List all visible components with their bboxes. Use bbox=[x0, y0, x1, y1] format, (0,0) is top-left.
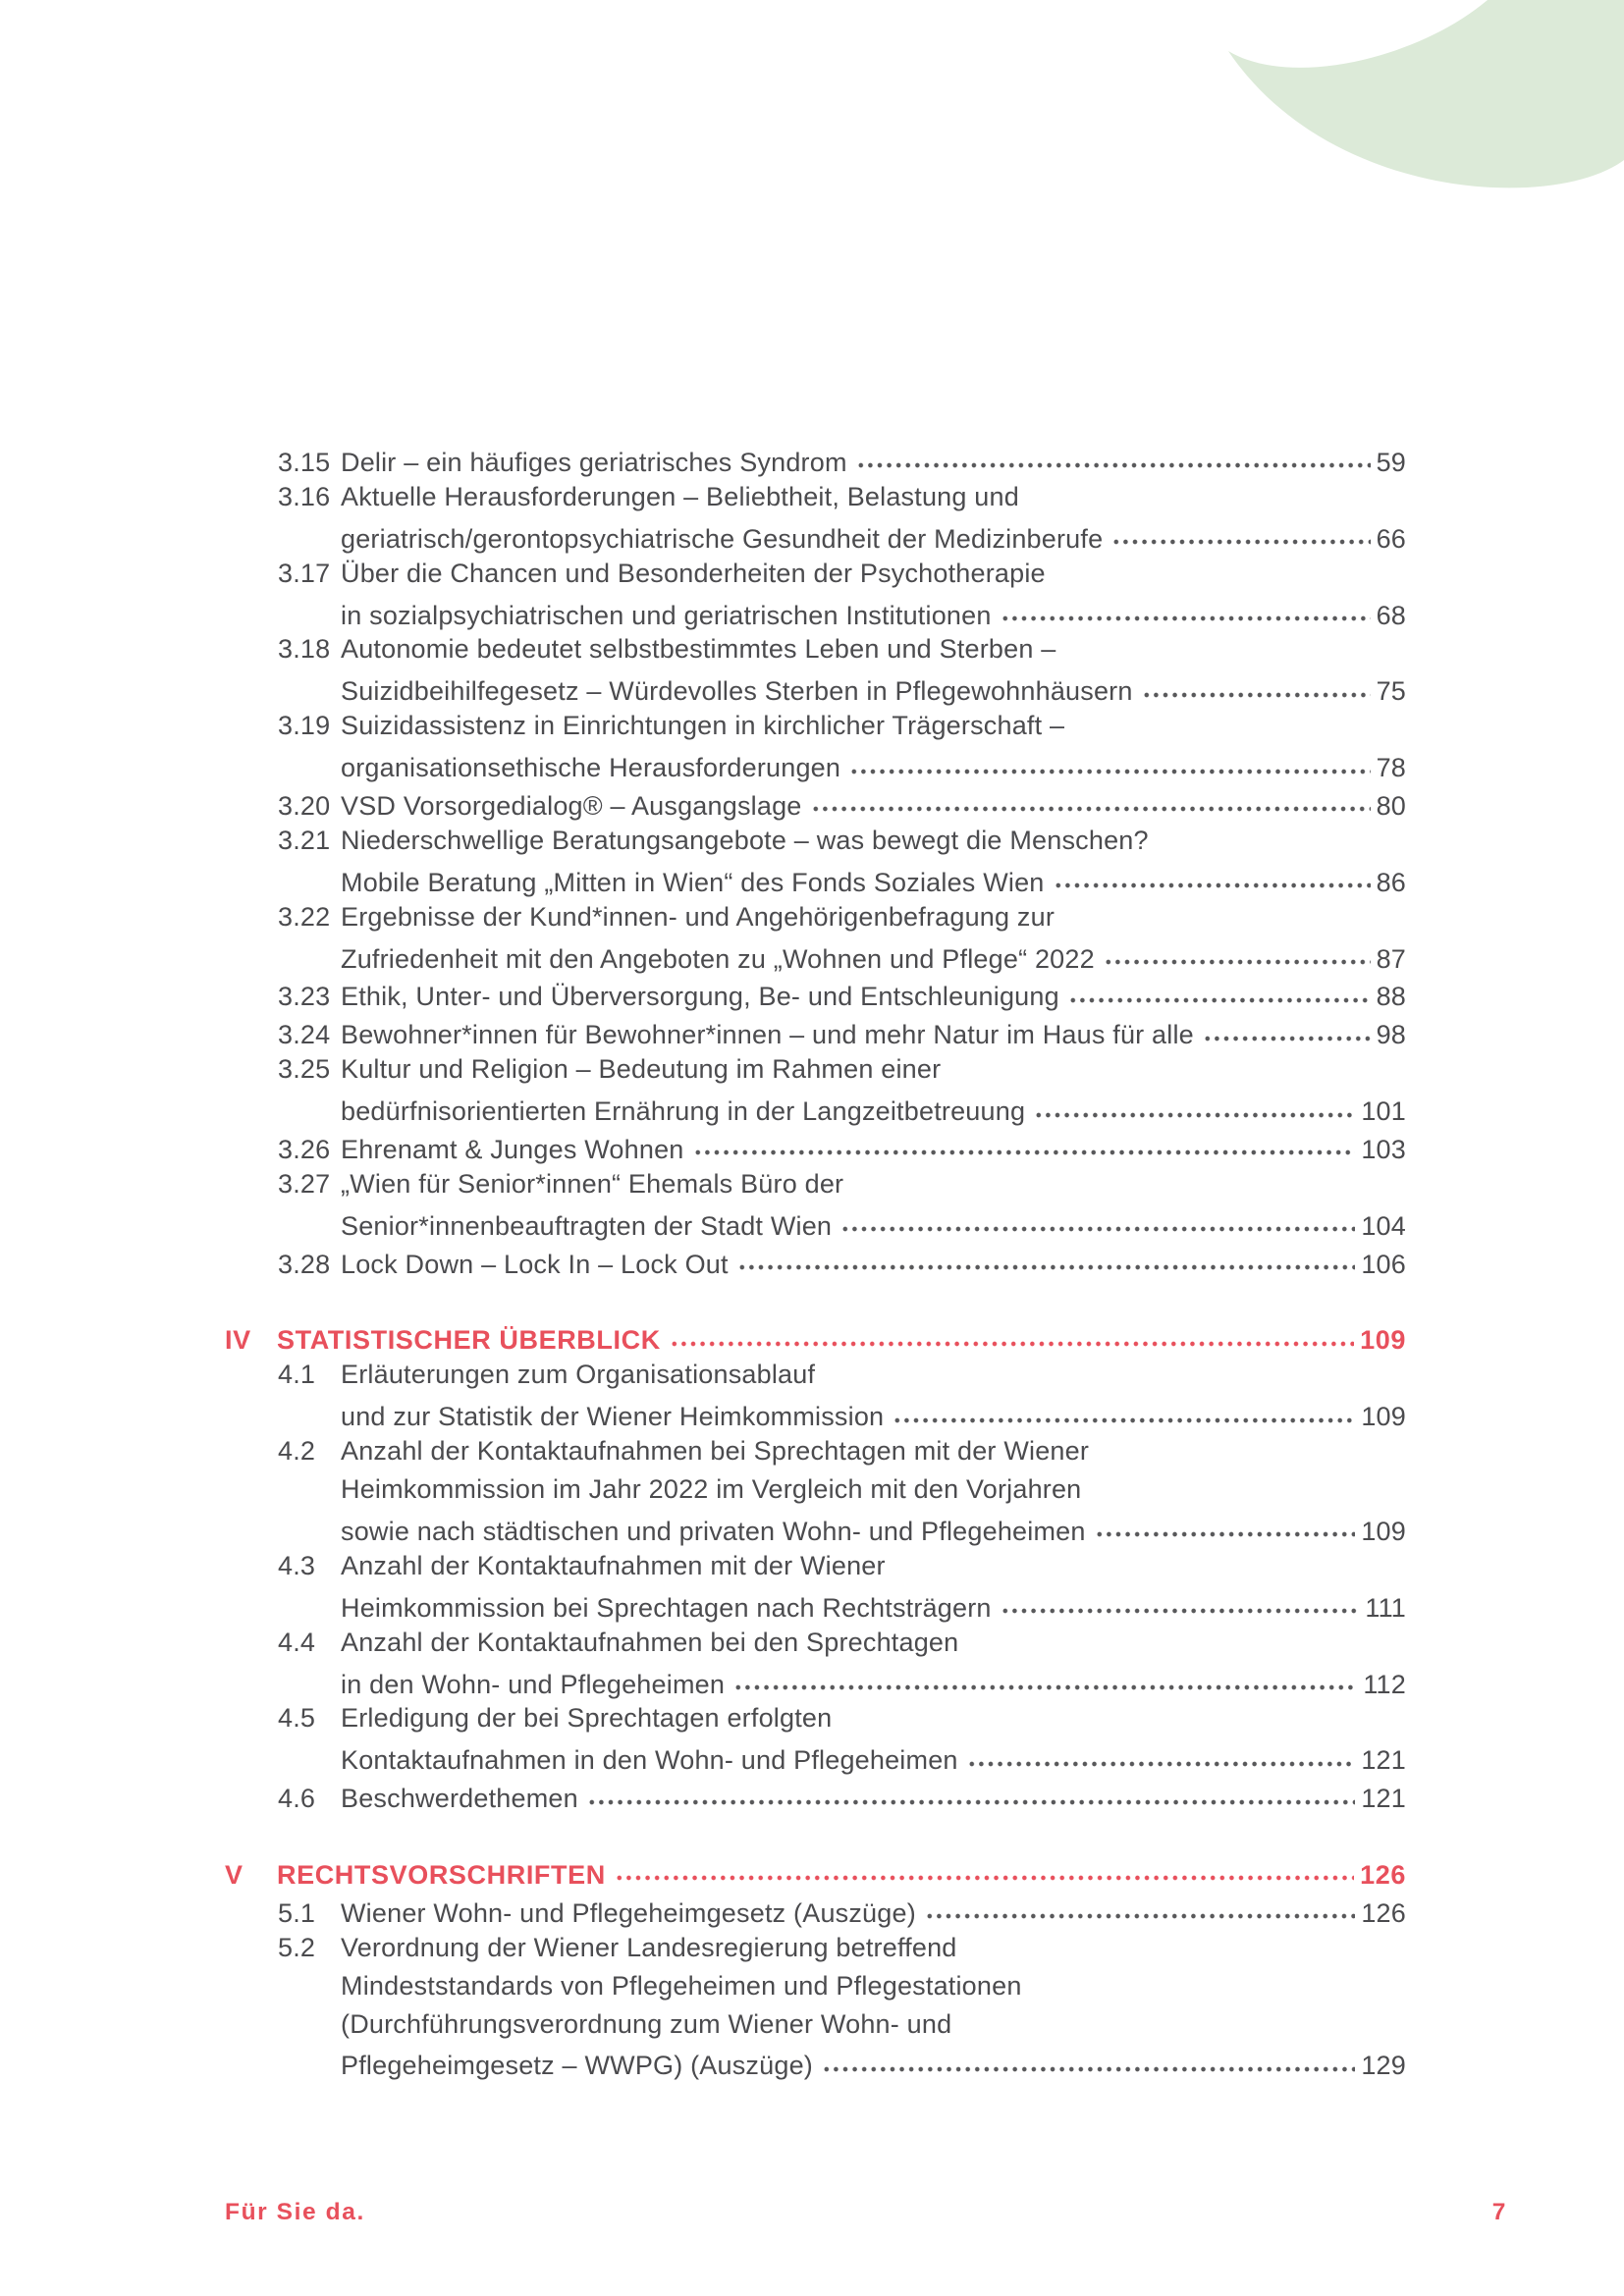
toc-entry-text: Erläuterungen zum Organisationsablauf bbox=[341, 1360, 816, 1390]
toc-entry-text: Ethik, Unter- und Überversorgung, Be- und Entschleunigung bbox=[341, 982, 1059, 1012]
toc-page-number: 103 bbox=[1361, 1135, 1406, 1165]
toc-entry-number: 3.18 bbox=[278, 634, 331, 665]
toc-line bbox=[225, 860, 1406, 898]
toc-page-number: 109 bbox=[1360, 1325, 1406, 1356]
dot-leader bbox=[840, 1203, 1355, 1235]
toc-entry-text: bedürfnisorientierten Ernährung in der Langzeitbetreuung bbox=[341, 1096, 1026, 1127]
toc-page-number: 75 bbox=[1376, 676, 1406, 707]
toc-line bbox=[225, 1776, 1406, 1814]
dot-leader bbox=[967, 1737, 1356, 1769]
toc-entry-text: „Wien für Senior*innen“ Ehemals Büro der bbox=[341, 1168, 844, 1199]
page-footer bbox=[225, 2199, 1507, 2238]
toc-line bbox=[225, 555, 1406, 593]
toc-line bbox=[225, 936, 1406, 975]
dot-leader bbox=[822, 2043, 1355, 2074]
dot-leader bbox=[1001, 1585, 1360, 1617]
toc-line bbox=[225, 1012, 1406, 1050]
toc-page-number: 87 bbox=[1376, 943, 1406, 974]
toc-entry-text: Über die Chancen und Besonderheiten der Psychotherapie bbox=[341, 558, 1046, 588]
toc-entry-text: Anzahl der Kontaktaufnahmen bei Sprechtagen mit der Wiener bbox=[341, 1436, 1090, 1467]
toc-entry-text: Ehrenamt & Junges Wohnen bbox=[341, 1135, 684, 1165]
toc-entry-number: 3.15 bbox=[278, 448, 331, 477]
toc-entry-text: in den Wohn- und Pflegeheimen bbox=[341, 1669, 726, 1699]
dot-leader bbox=[587, 1776, 1356, 1807]
toc-entry-number: 3.19 bbox=[278, 711, 331, 741]
toc-line bbox=[225, 783, 1406, 822]
toc-entry-text: Anzahl der Kontaktaufnahmen bei den Sprechtagen bbox=[341, 1627, 959, 1657]
toc-line bbox=[225, 1967, 1406, 2005]
toc-line bbox=[225, 668, 1406, 707]
toc-entry-text: (Durchführungsverordnung zum Wiener Wohn- und bbox=[341, 2008, 952, 2039]
toc-entry-text: Bewohner*innen für Bewohner*innen – und mehr Natur im Haus für alle bbox=[341, 1020, 1194, 1050]
section-roman-numeral: V bbox=[225, 1859, 244, 1890]
toc-page-number: 86 bbox=[1376, 867, 1406, 897]
toc-line bbox=[225, 2043, 1406, 2081]
toc-entry-number: 5.1 bbox=[278, 1897, 316, 1928]
toc-line bbox=[225, 1203, 1406, 1242]
toc-line bbox=[225, 2005, 1406, 2044]
toc-page-number: 59 bbox=[1376, 448, 1406, 477]
toc-page-number: 68 bbox=[1376, 600, 1406, 630]
dot-leader bbox=[925, 1891, 1355, 1922]
toc-entry-number: 3.17 bbox=[278, 558, 331, 588]
dot-leader bbox=[693, 1127, 1356, 1158]
toc-entry-number: 4.5 bbox=[278, 1703, 316, 1734]
toc-entry-text: organisationsethische Herausforderungen bbox=[341, 753, 841, 783]
toc-page-number: 112 bbox=[1363, 1669, 1406, 1699]
toc-entry-text: Lock Down – Lock In – Lock Out bbox=[341, 1249, 729, 1279]
dot-leader bbox=[1095, 1509, 1356, 1540]
toc-line bbox=[225, 898, 1406, 936]
toc-entry-number: 4.2 bbox=[278, 1436, 316, 1467]
toc-page-number: 121 bbox=[1361, 1745, 1406, 1776]
toc-line bbox=[225, 1356, 1406, 1394]
toc-entry-number: 3.25 bbox=[278, 1054, 331, 1085]
toc-line bbox=[225, 516, 1406, 555]
toc-page-number: 98 bbox=[1376, 1020, 1406, 1050]
dot-leader bbox=[670, 1317, 1354, 1349]
toc-section-header bbox=[225, 1317, 1406, 1356]
toc-page-number: 66 bbox=[1376, 523, 1406, 554]
toc-line bbox=[225, 1242, 1406, 1280]
dot-leader bbox=[856, 440, 1371, 471]
toc-entry-text: Autonomie bedeutet selbstbestimmtes Leben und Sterben – bbox=[341, 634, 1056, 665]
dot-leader bbox=[1001, 593, 1371, 624]
toc-page-number: 88 bbox=[1376, 982, 1406, 1012]
dot-leader bbox=[811, 783, 1371, 815]
toc-page-number: 126 bbox=[1361, 1897, 1406, 1928]
section-spacer bbox=[225, 1280, 1406, 1318]
dot-leader bbox=[615, 1852, 1354, 1884]
toc-entry-number: 3.27 bbox=[278, 1168, 331, 1199]
toc-line bbox=[225, 822, 1406, 860]
footer-page-number: 7 bbox=[1491, 2199, 1507, 2225]
toc-page-number: 106 bbox=[1361, 1249, 1406, 1279]
toc-page-number: 109 bbox=[1361, 1516, 1406, 1546]
toc-page-number: 111 bbox=[1365, 1592, 1406, 1623]
toc-line bbox=[225, 630, 1406, 668]
toc-line bbox=[225, 1432, 1406, 1470]
toc-line bbox=[225, 1089, 1406, 1127]
dot-leader bbox=[733, 1662, 1357, 1693]
toc-page-number: 109 bbox=[1361, 1402, 1406, 1432]
toc-entry-number: 5.2 bbox=[278, 1932, 316, 1962]
toc-line bbox=[225, 1470, 1406, 1509]
section-roman-numeral: IV bbox=[225, 1325, 251, 1356]
toc-entry-text: Erledigung der bei Sprechtagen erfolgten bbox=[341, 1703, 833, 1734]
section-title: STATISTISCHER ÜBERBLICK bbox=[277, 1325, 661, 1356]
toc-page-number: 78 bbox=[1376, 753, 1406, 783]
toc-line bbox=[225, 1737, 1406, 1776]
toc-entry-text: Mobile Beratung „Mitten in Wien“ des Fonds Soziales Wien bbox=[341, 867, 1045, 897]
toc-entry-number: 3.26 bbox=[278, 1135, 331, 1165]
dot-leader bbox=[1034, 1089, 1355, 1120]
footer-brand-claim: Für Sie da. bbox=[225, 2199, 365, 2225]
toc-entry-text: Aktuelle Herausforderungen – Beliebtheit, Belastung und bbox=[341, 481, 1019, 511]
toc-line bbox=[225, 707, 1406, 745]
toc-entry-text: Suizidassistenz in Einrichtungen in kirchlicher Trägerschaft – bbox=[341, 711, 1065, 741]
toc-entry-number: 3.21 bbox=[278, 825, 331, 855]
table-of-contents bbox=[225, 440, 1406, 2081]
toc-line bbox=[225, 1509, 1406, 1547]
toc-line bbox=[225, 1127, 1406, 1165]
toc-entry-text: in sozialpsychiatrischen und geriatrischen Institutionen bbox=[341, 600, 992, 630]
toc-line bbox=[225, 593, 1406, 631]
toc-entry-number: 3.20 bbox=[278, 791, 331, 822]
toc-entry-text: Ergebnisse der Kund*innen- und Angehörigenbefragung zur bbox=[341, 901, 1056, 932]
toc-section-header bbox=[225, 1852, 1406, 1891]
toc-entry-text: Anzahl der Kontaktaufnahmen mit der Wiener bbox=[341, 1550, 886, 1580]
toc-line bbox=[225, 745, 1406, 783]
toc-entry-text: sowie nach städtischen und privaten Wohn- und Pflegeheimen bbox=[341, 1516, 1086, 1546]
dot-leader bbox=[1142, 668, 1371, 700]
toc-line bbox=[225, 1547, 1406, 1585]
dot-leader bbox=[849, 745, 1370, 776]
toc-line bbox=[225, 974, 1406, 1012]
toc-entry-text: Heimkommission im Jahr 2022 im Vergleich mit den Vorjahren bbox=[341, 1474, 1082, 1505]
toc-line bbox=[225, 1624, 1406, 1662]
toc-entry-text: Senior*innenbeauftragten der Stadt Wien bbox=[341, 1210, 833, 1241]
toc-entry-text: Beschwerdethemen bbox=[341, 1784, 578, 1814]
section-title: RECHTSVORSCHRIFTEN bbox=[277, 1859, 606, 1890]
toc-entry-text: Zufriedenheit mit den Angeboten zu „Wohnen und Pflege“ 2022 bbox=[341, 943, 1095, 974]
toc-entry-text: Heimkommission bei Sprechtagen nach Rechtsträgern bbox=[341, 1592, 992, 1623]
toc-line bbox=[225, 1394, 1406, 1432]
dot-leader bbox=[1054, 860, 1371, 891]
toc-entry-text: Wiener Wohn- und Pflegeheimgesetz (Auszüge) bbox=[341, 1897, 916, 1928]
decorative-swoosh-shape bbox=[1172, 0, 1624, 226]
toc-entry-text: Delir – ein häufiges geriatrisches Syndrom bbox=[341, 448, 847, 477]
toc-line bbox=[225, 440, 1406, 478]
dot-leader bbox=[1068, 974, 1371, 1005]
toc-entry-number: 3.28 bbox=[278, 1249, 331, 1279]
toc-entry-number: 3.23 bbox=[278, 982, 331, 1012]
toc-entry-number: 3.22 bbox=[278, 901, 331, 932]
toc-entry-text: Mindeststandards von Pflegeheimen und Pflegestationen bbox=[341, 1970, 1022, 2001]
toc-page-number: 121 bbox=[1361, 1784, 1406, 1814]
toc-entry-text: Niederschwellige Beratungsangebote – was bewegt die Menschen? bbox=[341, 825, 1149, 855]
toc-page-number: 129 bbox=[1361, 2051, 1406, 2081]
toc-page-number: 104 bbox=[1361, 1210, 1406, 1241]
toc-page-number: 126 bbox=[1360, 1859, 1406, 1890]
toc-entry-text: Suizidbeihilfegesetz – Würdevolles Sterben in Pflegewohnhäusern bbox=[341, 676, 1133, 707]
toc-entry-number: 3.24 bbox=[278, 1020, 331, 1050]
toc-entry-number: 3.16 bbox=[278, 481, 331, 511]
toc-page-number: 101 bbox=[1361, 1096, 1406, 1127]
toc-entry-text: VSD Vorsorgedialog® – Ausgangslage bbox=[341, 791, 802, 822]
toc-line bbox=[225, 1585, 1406, 1624]
toc-entry-text: Kultur und Religion – Bedeutung im Rahmen einer bbox=[341, 1054, 942, 1085]
toc-line bbox=[225, 1662, 1406, 1700]
toc-entry-text: geriatrisch/gerontopsychiatrische Gesundheit der Medizinberufe bbox=[341, 523, 1104, 554]
toc-entry-number: 4.4 bbox=[278, 1627, 316, 1657]
toc-line bbox=[225, 1050, 1406, 1089]
toc-line bbox=[225, 478, 1406, 516]
dot-leader bbox=[1203, 1012, 1371, 1043]
toc-entry-text: Kontaktaufnahmen in den Wohn- und Pflegeheimen bbox=[341, 1745, 958, 1776]
dot-leader bbox=[1111, 516, 1370, 548]
toc-entry-number: 4.3 bbox=[278, 1550, 316, 1580]
section-spacer bbox=[225, 1814, 1406, 1852]
toc-line bbox=[225, 1891, 1406, 1929]
toc-page-number: 80 bbox=[1376, 791, 1406, 822]
toc-entry-text: Pflegeheimgesetz – WWPG) (Auszüge) bbox=[341, 2051, 813, 2081]
toc-entry-text: Verordnung der Wiener Landesregierung betreffend bbox=[341, 1932, 957, 1962]
toc-line bbox=[225, 1929, 1406, 1967]
dot-leader bbox=[1104, 936, 1371, 968]
dot-leader bbox=[737, 1242, 1356, 1273]
toc-entry-number: 4.6 bbox=[278, 1784, 316, 1814]
toc-entry-number: 4.1 bbox=[278, 1360, 316, 1390]
toc-entry-text: und zur Statistik der Wiener Heimkommission bbox=[341, 1402, 885, 1432]
toc-line bbox=[225, 1165, 1406, 1203]
dot-leader bbox=[893, 1394, 1355, 1425]
toc-line bbox=[225, 1699, 1406, 1737]
